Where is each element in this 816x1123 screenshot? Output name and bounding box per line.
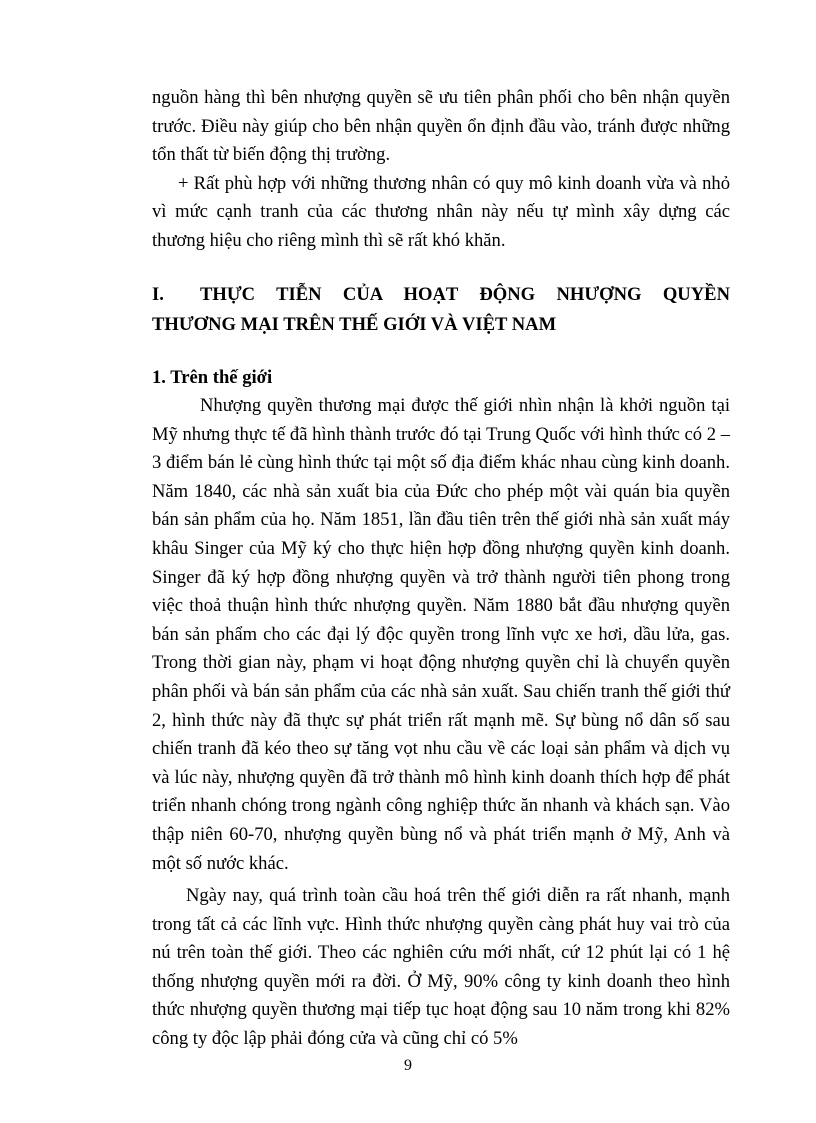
world-paragraph-2: Ngày nay, quá trình toàn cầu hoá trên thế giới diễn ra rất nhanh, mạnh trong tất cả các lĩnh vực. Hình thức nhượng quyền càng phát huy vai trò của nú trên toàn thế giới. Theo các nghiên cứu mới nhất, cứ 12 phút lại có 1 hệ thống nhượng quyền mới ra đời. Ở Mỹ, 90% công ty kinh doanh theo hình thức nhượng quyền thương mại tiếp tục hoạt động sau 10 năm trong khi 82% công ty độc lập phải đóng cửa và cũng chỉ có 5% <box>152 885 730 1050</box>
section-heading-number: I. <box>152 284 164 305</box>
page-number: 9 <box>404 1057 412 1074</box>
world-section <box>152 392 730 1054</box>
section-heading-line-2: THƯƠNG MẠI TRÊN THẾ GIỚI VÀ VIỆT NAM <box>152 314 557 335</box>
section-heading-text-1: THỰC TIỄN CỦA HOẠT ĐỘNG NHƯỢNG QUYỀN <box>200 284 730 305</box>
intro-section <box>152 84 730 256</box>
intro-paragraph-2: + Rất phù hợp với những thương nhân có quy mô kinh doanh vừa và nhỏ vì mức cạnh tranh của các thương nhân này nếu tự mình xây dựng các thương hiệu cho riêng mình thì sẽ rất khó khăn. <box>152 172 730 251</box>
subsection-heading: 1. Trên thế giới <box>152 367 273 388</box>
section-heading-line-1 <box>152 280 730 310</box>
section-heading <box>152 280 730 340</box>
intro-paragraph-1: nguồn hàng thì bên nhượng quyền sẽ ưu tiên phân phối cho bên nhận quyền trước. Điều này giúp cho bên nhận quyền ổn định đầu vào, tránh được những tổn thất từ biến động thị trường. <box>152 87 730 166</box>
world-paragraph-1: Nhượng quyền thương mại được thế giới nhìn nhận là khởi nguồn tại Mỹ nhưng thực tế đã hình thành trước đó tại Trung Quốc với hình thức có 2 – 3 điểm bán lẻ cùng hình thức tại một số địa điểm khác nhau cùng kinh doanh. Năm 1840, các nhà sản xuất bia của Đức cho phép một vài quán bia quyền bán sản phẩm của họ. Năm 1851, lần đầu tiên trên thế giới nhà sản xuất máy khâu Singer của Mỹ ký cho thực hiện hợp đồng nhượng quyền kinh doanh. Singer đã ký hợp đồng nhượng quyền và trở thành người tiên phong trong việc thoả thuận hình thức nhượng quyền. Năm 1880 bắt đầu nhượng quyền bán sản phẩm cho các đại lý độc quyền trong lĩnh vực xe hơi, dầu lửa, gas. Trong thời gian này, phạm vi hoạt động nhượng quyền chỉ là chuyển quyền phân phối và bán sản phẩm của các nhà sản xuất. Sau chiến tranh thế giới thứ 2, hình thức này đã thực sự phát triển rất mạnh mẽ. Sự bùng nổ dân số sau chiến tranh đã kéo theo sự tăng vọt nhu cầu về các loại sản phẩm và dịch vụ và lúc này, nhượng quyền đã trở thành mô hình kinh doanh thích hợp để phát triển nhanh chóng trong ngành công nghiệp thức ăn nhanh và khách sạn. Vào thập niên 60-70, nhượng quyền bùng nổ và phát triển mạnh ở Mỹ, Anh và một số nước khác. <box>152 395 730 874</box>
